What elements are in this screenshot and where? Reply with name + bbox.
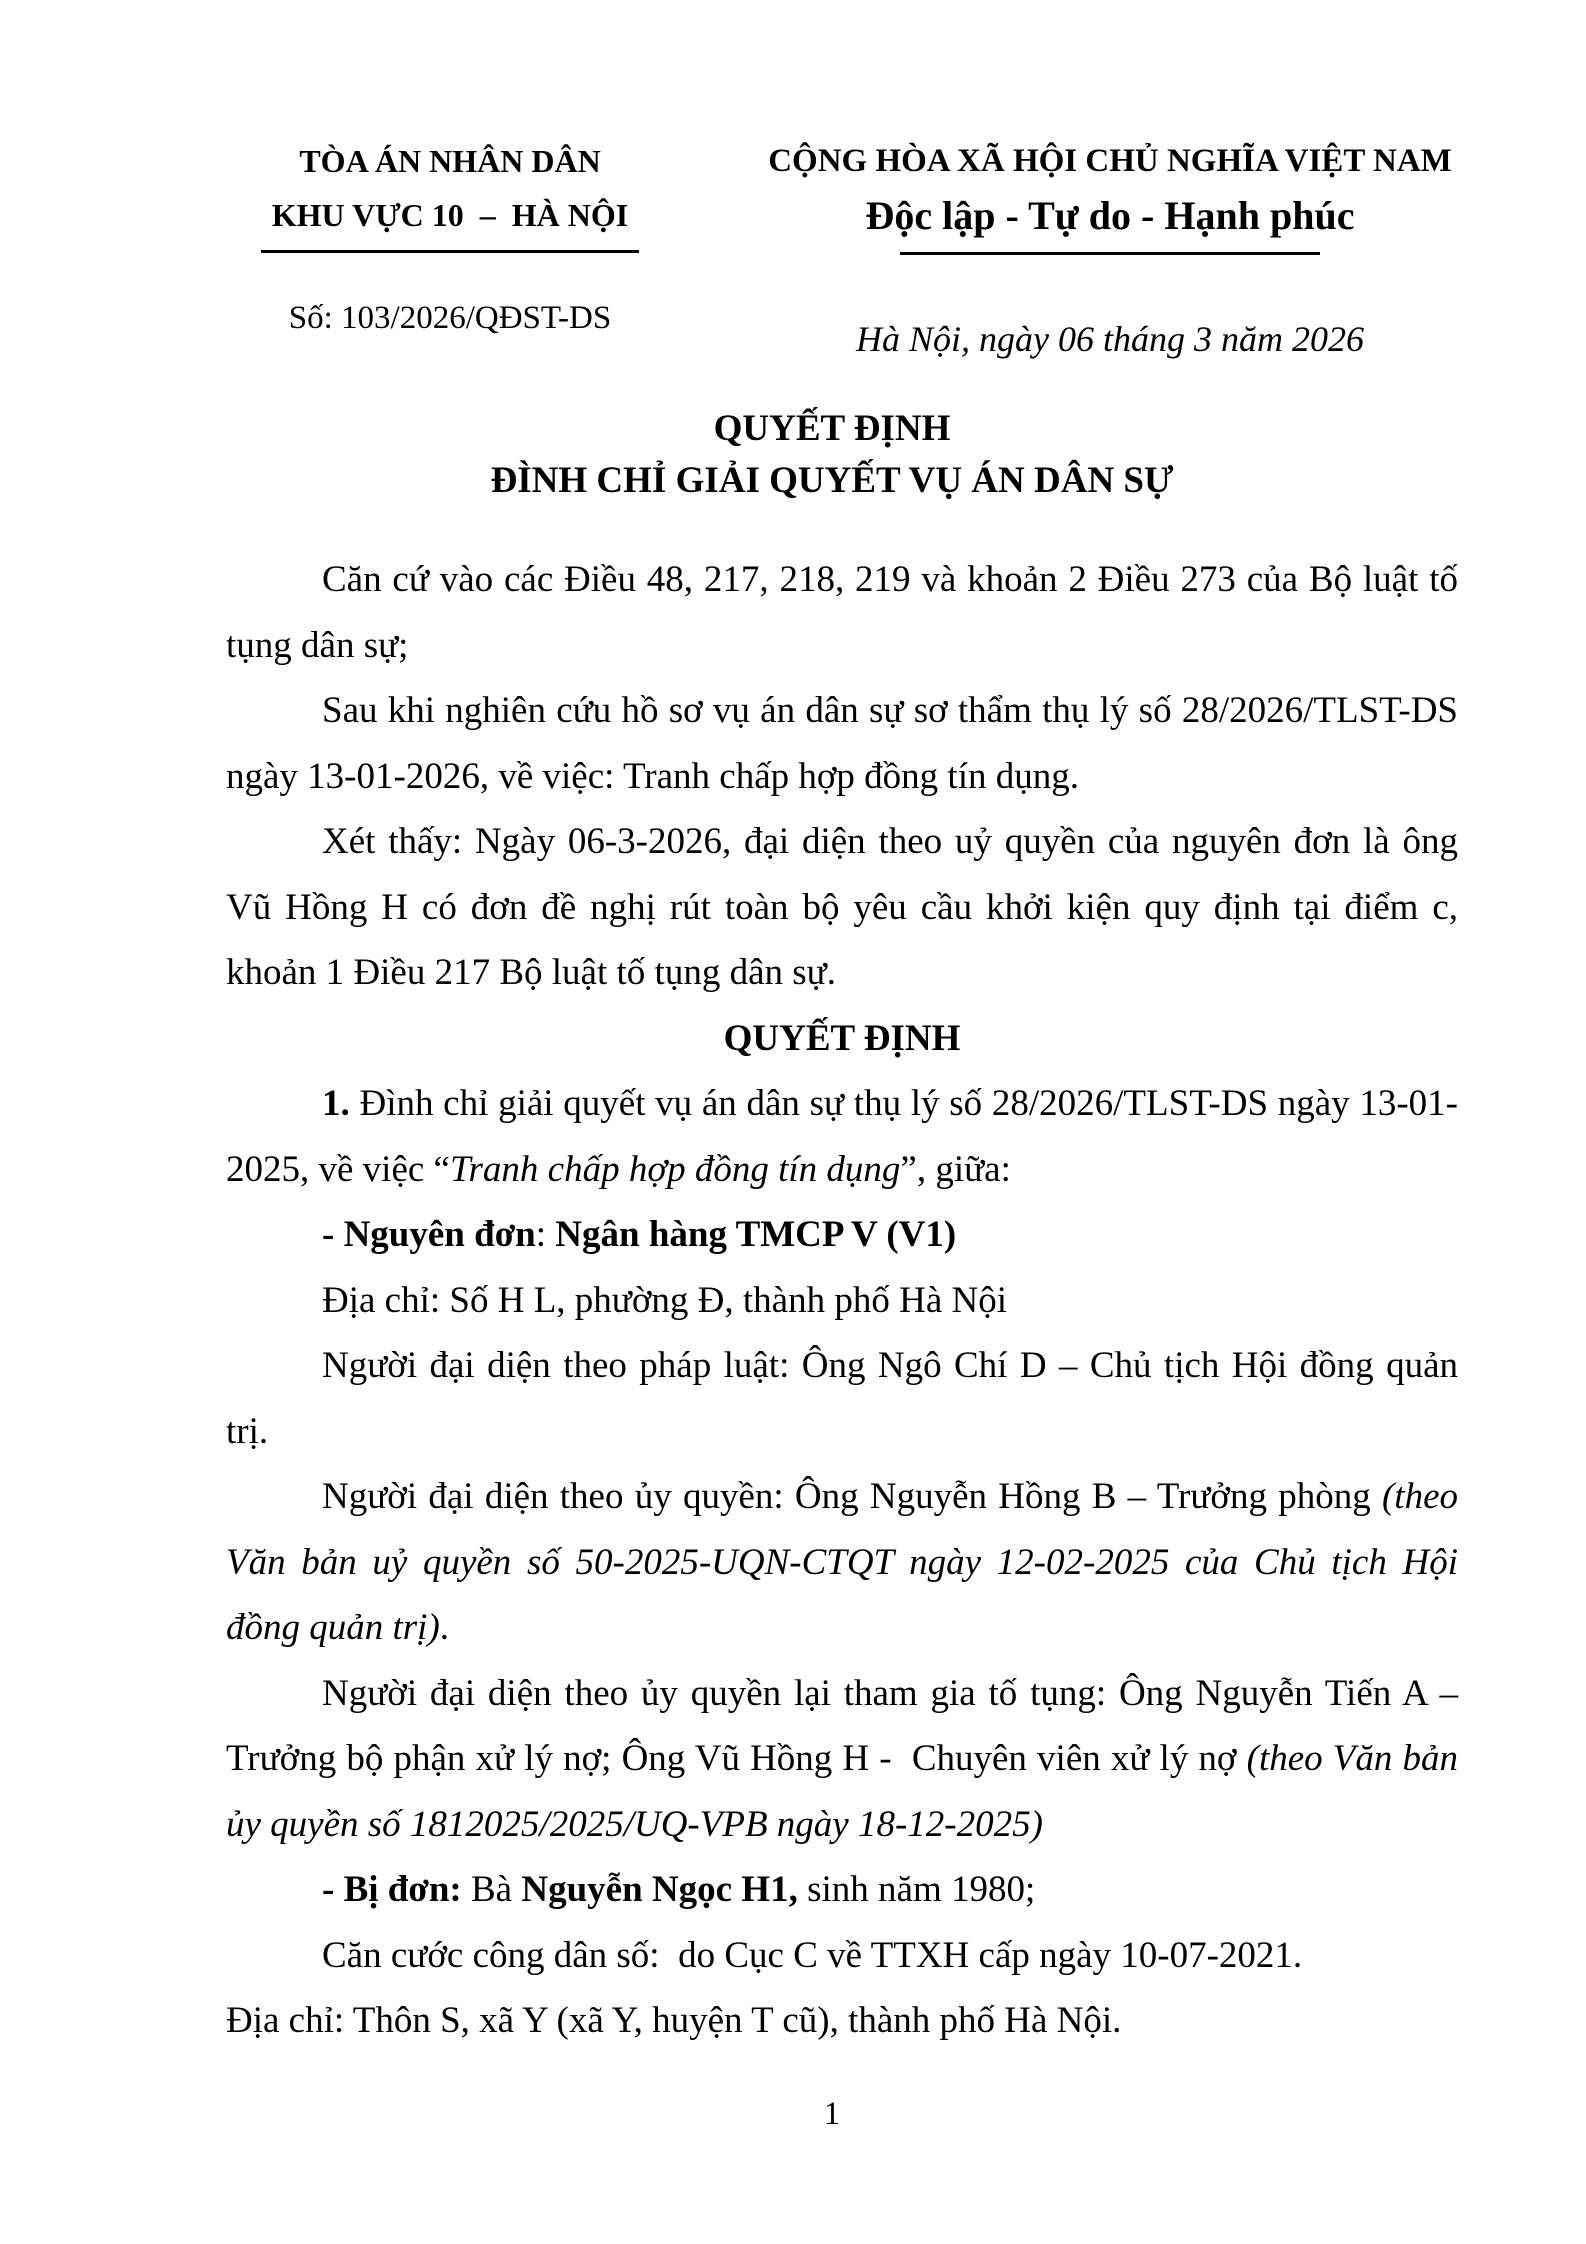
court-header — [255, 134, 645, 253]
paragraph-decision-heading — [226, 1006, 1458, 1072]
text-run: Người đại diện theo ủy quyền lại tham gia tố tụng: Ông Nguyễn Tiến A – Trưởng bộ phận xử lý nợ; Ông Vũ Hồng H - Chuyên viên xử lý nợ — [226, 1672, 1458, 1779]
text-run: - Nguyên đơn — [322, 1214, 536, 1255]
text-run: Căn cước công dân số: do Cục C về TTXH cấp ngày 10-07-2021. — [322, 1934, 1303, 1976]
paragraph-finding — [226, 809, 1458, 1006]
text-run: Người đại diện theo ủy quyền: Ông Nguyễn Hồng B – Trưởng phòng — [322, 1476, 1382, 1517]
text-run: Sau khi nghiên cứu hồ sơ vụ án dân sự sơ thẩm thụ lý số 28/2026/TLST-DS ngày 13-01-2026, về việc: Tranh chấp hợp đồng tín dụng. — [226, 690, 1458, 797]
text-run: Xét thấy: Ngày 06-3-2026, đại diện theo uỷ quyền của nguyên đơn là ông Vũ Hồng H có đơn đề nghị rút toàn bộ yêu cầu khởi kiện quy định tại điểm c, khoản 1 Điều 217 Bộ luật tố tụng dân sự. — [226, 821, 1458, 993]
paragraph-plaintiff-address — [226, 1268, 1458, 1334]
national-header-underline — [900, 252, 1320, 255]
document-title — [226, 403, 1438, 507]
text-run: Tranh chấp hợp đồng tín dụng — [449, 1148, 901, 1190]
text-run: . — [439, 1607, 450, 1648]
text-run: Địa chỉ: Số H L, phường Đ, thành phố Hà Nội — [322, 1279, 1007, 1321]
document-number: Số: 103/2026/QĐST-DS — [288, 300, 612, 336]
text-run: Căn cứ vào các Điều 48, 217, 218, 219 và khoản 2 Điều 273 của Bộ luật tố tụng dân sự; — [226, 559, 1458, 666]
paragraph-defendant — [226, 1857, 1458, 1923]
place-date-line: Hà Nội, ngày 06 tháng 3 năm 2026 — [856, 319, 1364, 359]
document-title-line1: QUYẾT ĐỊNH — [713, 408, 951, 449]
text-run: Người đại diện theo pháp luật: Ông Ngô Chí D – Chủ tịch Hội đồng quản trị. — [226, 1345, 1458, 1452]
text-run: 1. — [322, 1083, 360, 1124]
text-run: Nguyễn Ngọc H1, — [521, 1869, 798, 1910]
paragraph-defendant-id — [226, 1923, 1458, 1989]
text-run: : — [535, 1214, 556, 1255]
text-run: sinh năm 1980; — [797, 1869, 1036, 1910]
text-run: (theo Văn bản ủy quyền số 1812025/2025/UQ-VPB ngày 18-12-2025) — [226, 1738, 1458, 1845]
national-motto-line2: Độc lập - Tự do - Hạnh phúc — [865, 193, 1355, 238]
text-run: Bà — [471, 1869, 522, 1910]
court-name-line2: KHU VỰC 10 – HÀ NỘI — [271, 197, 629, 233]
paragraph-decision-item-1 — [226, 1071, 1458, 1202]
document-body — [226, 547, 1458, 2054]
paragraph-authorized-representative — [226, 1464, 1458, 1661]
national-motto-line1: CỘNG HÒA XÃ HỘI CHỦ NGHĨA VIỆT NAM — [768, 143, 1452, 179]
paragraph-legal-basis — [226, 547, 1458, 678]
page-number: 1 — [823, 2096, 841, 2132]
text-run: Đình chỉ giải quyết vụ án dân sự thụ lý số 28/2026/TLST-DS ngày 13-01-2025, về việc “ — [226, 1083, 1459, 1190]
text-run: Địa chỉ: Thôn S, xã Y (xã Y, huyện T cũ), thành phố Hà Nội. — [226, 2000, 1122, 2041]
text-run: (theo Văn bản uỷ quyền số 50-2025-UQN-CTQT ngày 12-02-2025 của Chủ tịch Hội đồng quản trị) — [226, 1476, 1458, 1648]
text-run: - Bị đơn: — [322, 1869, 471, 1910]
text-run: QUYẾT ĐỊNH — [723, 1017, 961, 1059]
text-run: Ngân hàng TMCP V (V1) — [555, 1214, 957, 1255]
paragraph-authorized-representative-2 — [226, 1661, 1458, 1858]
paragraph-case-review — [226, 678, 1458, 809]
document-title-line2: ĐÌNH CHỈ GIẢI QUYẾT VỤ ÁN DÂN SỰ — [490, 460, 1174, 501]
court-header-underline — [261, 250, 639, 253]
national-header — [765, 138, 1455, 255]
paragraph-defendant-address — [226, 1988, 1458, 2054]
paragraph-plaintiff — [226, 1202, 1458, 1268]
text-run: ”, giữa: — [900, 1148, 1011, 1190]
court-name-line1: TÒA ÁN NHÂN DÂN — [299, 143, 601, 179]
paragraph-legal-representative — [226, 1333, 1458, 1464]
